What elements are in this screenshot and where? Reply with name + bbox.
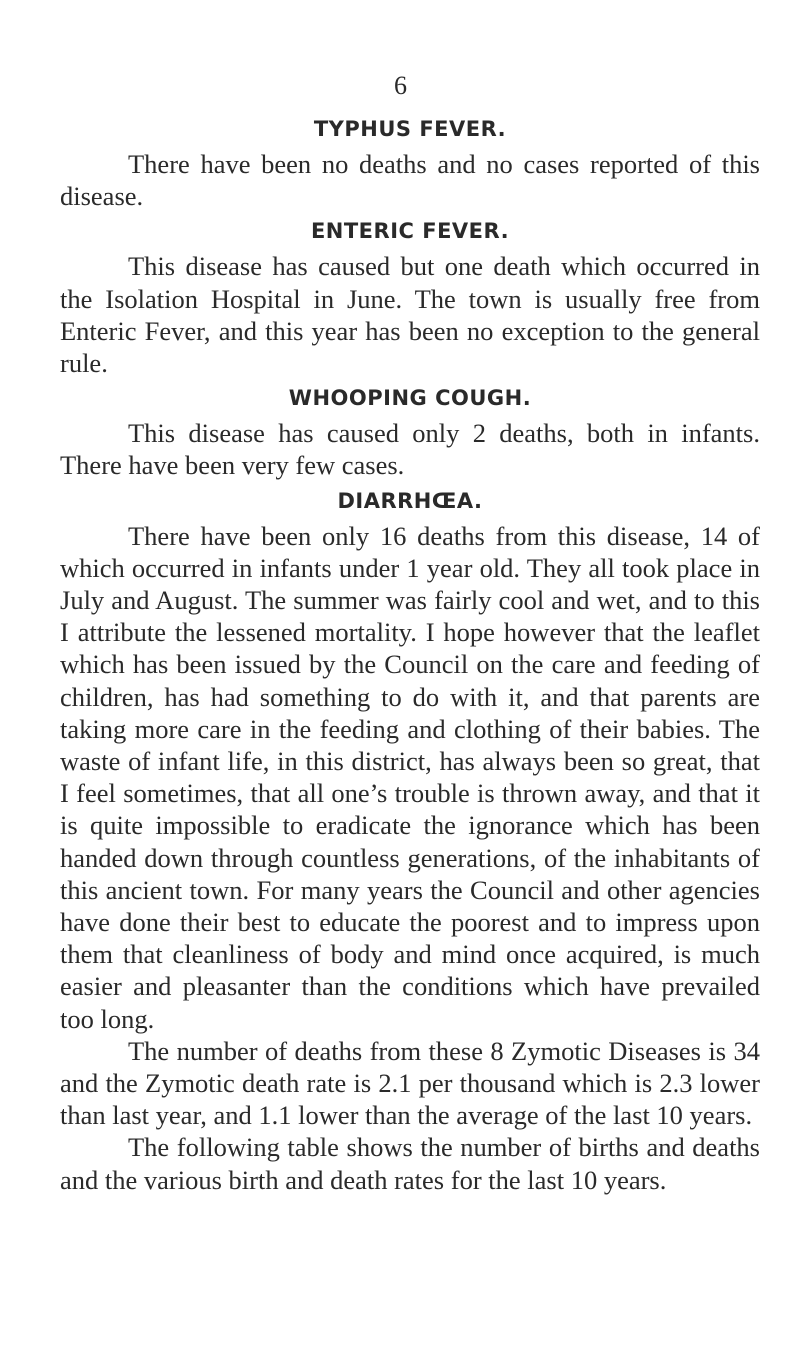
section-text-whooping-cough: This disease has caused only 2 deaths, both in infants. There have been very few cases. bbox=[60, 418, 760, 481]
section-text-enteric-fever: This disease has caused but one death which occurred in the Isolation Hospital in June. The town is usually free from Enteric Fever, and this year has been no exception to the general rule. bbox=[60, 251, 760, 379]
page-number: 6 bbox=[394, 71, 407, 100]
section-heading-typhus-fever: TYPHUS FEVER. bbox=[313, 117, 507, 141]
section-heading-whooping-cough: WHOOPING COUGH. bbox=[288, 386, 532, 411]
section-heading-enteric-fever: ENTERIC FEVER. bbox=[310, 219, 510, 244]
section-text-typhus-fever: There have been no deaths and no cases reported of this disease. bbox=[60, 149, 760, 212]
table-intro-paragraph: The following table shows the number of births and deaths and the various birth and death rates for the last 10 years. bbox=[60, 1132, 760, 1195]
section-heading-diarrhoea: DIARRHŒA. bbox=[337, 488, 483, 513]
zymotic-summary-paragraph: The number of deaths from these 8 Zymotic Diseases is 34 and the Zymotic death rate is 2.1 per thousand which is 2.3 lower than last year, and 1.1 lower than the average of the last 10 years. bbox=[60, 1035, 760, 1131]
section-text-diarrhoea: There have been only 16 deaths from this disease, 14 of which occurred in infants under 1 year old. They all took place in July and August. The summer was fairly cool and wet, and to this I attribute the lessened mortality. I hope however that the leaflet which has been issued by the Council on the care and feeding of children, has had something to do with it, and that parents are taking more care in the feeding and clothing of their babies. The waste of infant life, in this district, has always been so great, that I feel sometimes, that all one’s trouble is thrown away, and that it is quite impossible to eradicate the ignorance which has been handed down through countless generations, of the inhabitants of this ancient town. For many years the Council and other agencies have done their best to educate the poorest and to impress upon them that cleanliness of body and mind once acquired, is much easier and pleasanter than the conditions which have prevailed too long. bbox=[60, 520, 760, 1034]
page-body bbox=[60, 110, 760, 1196]
